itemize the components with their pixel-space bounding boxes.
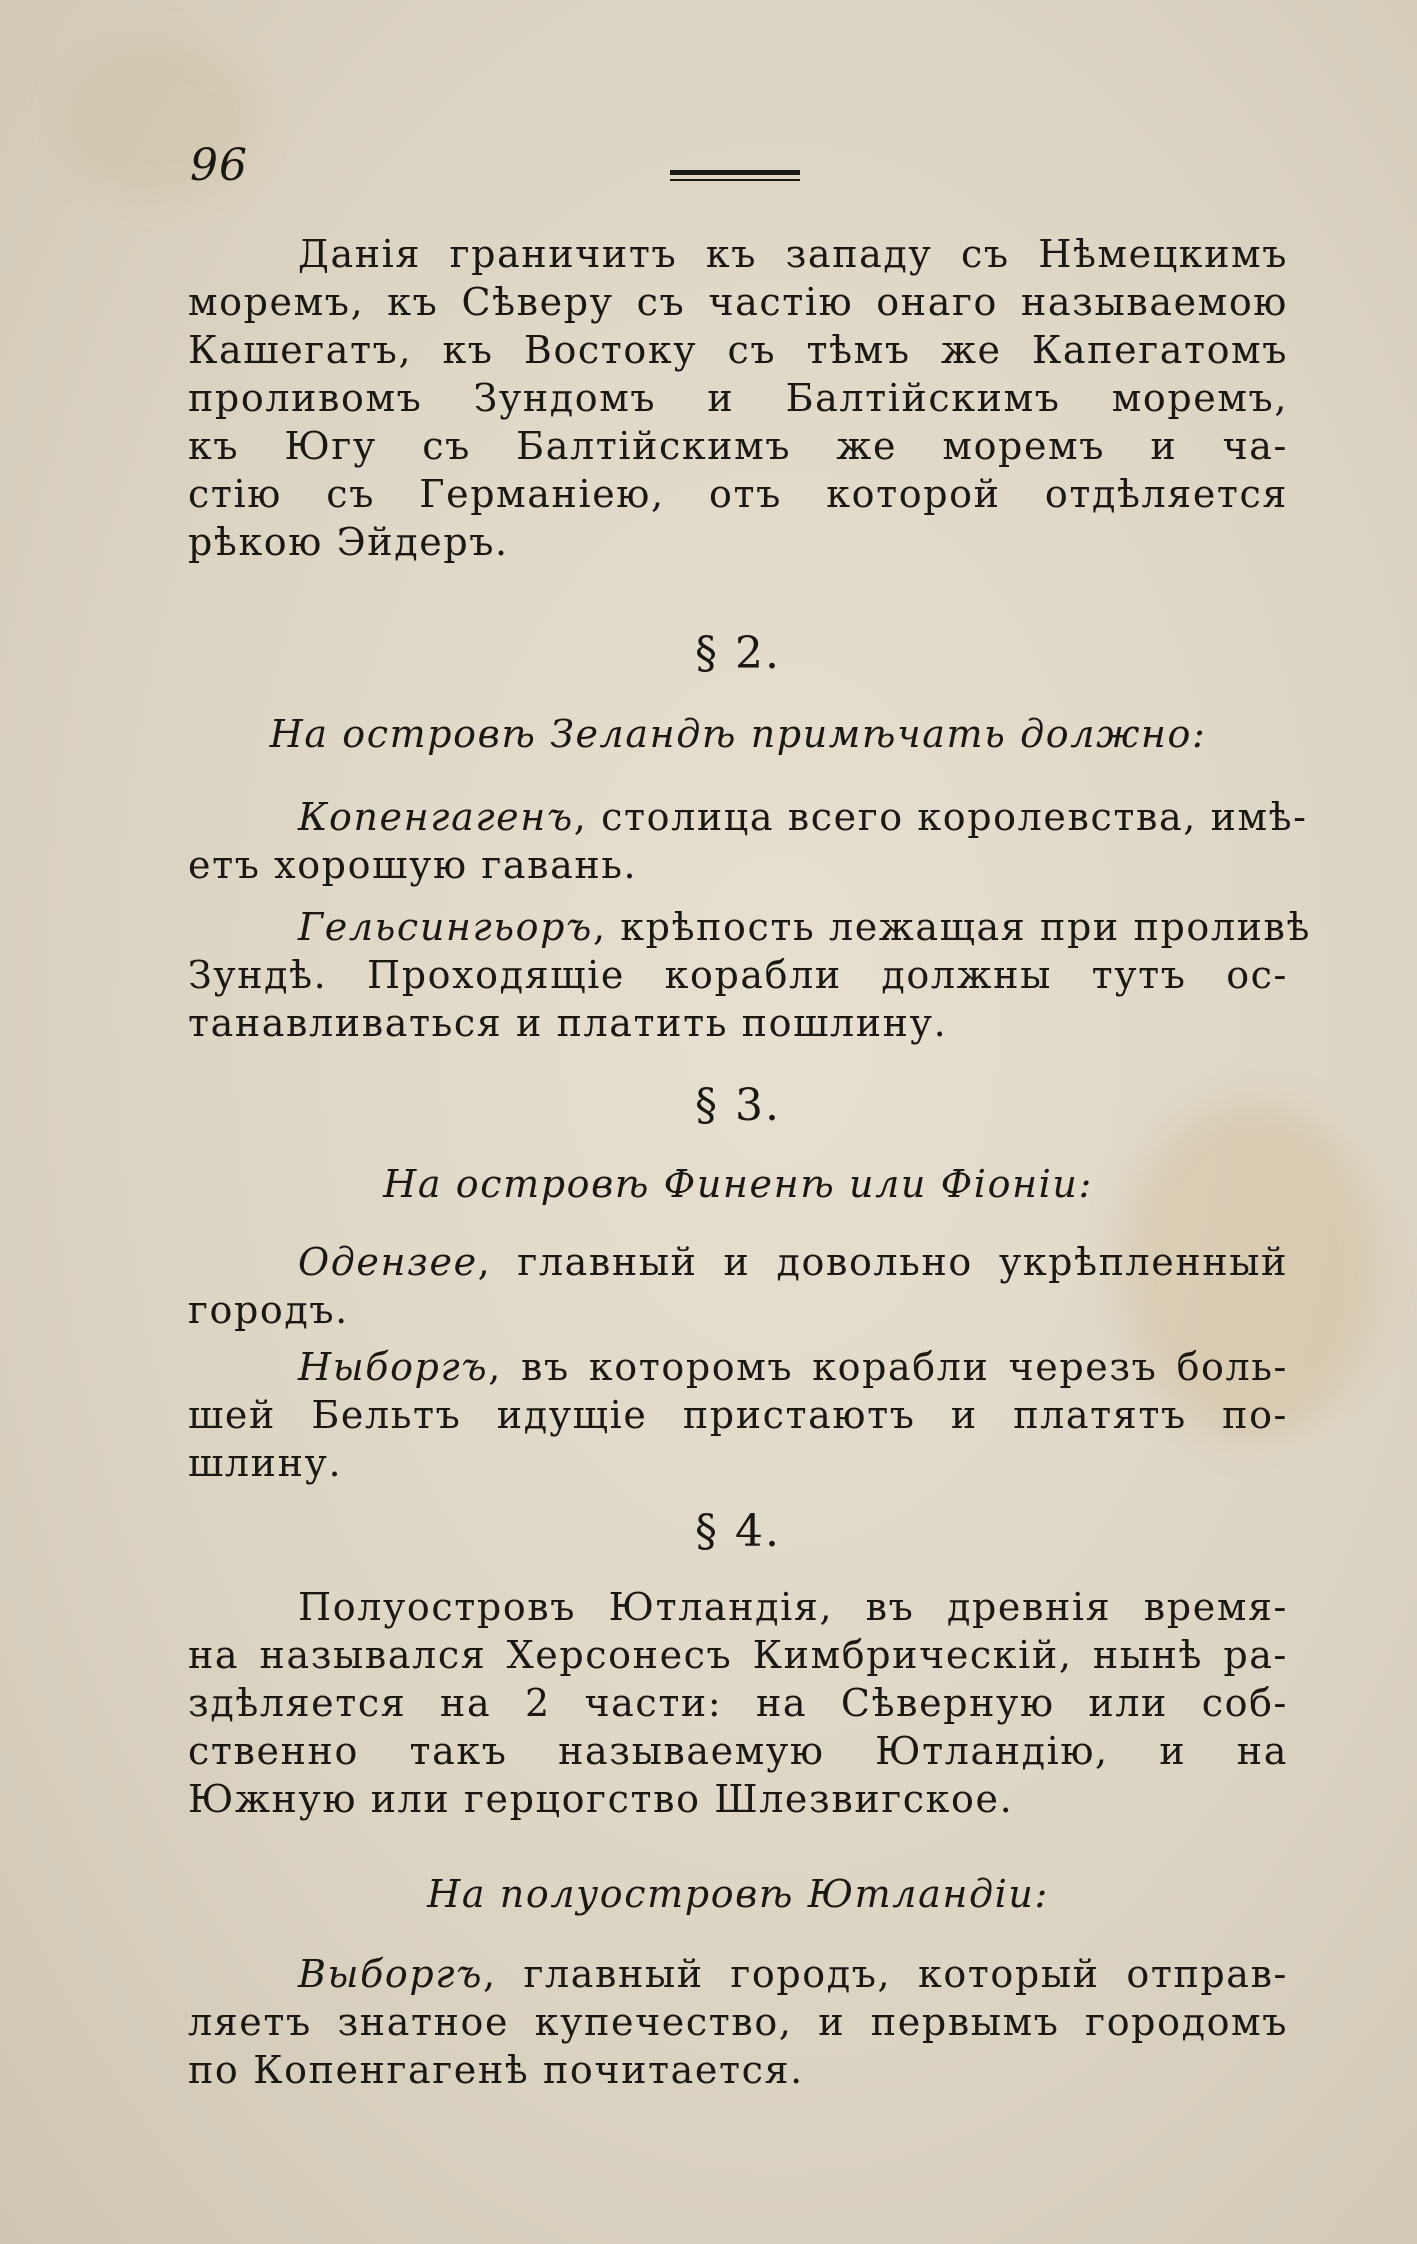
entry-text: , крѣпость лежащая при проливѣ <box>592 905 1312 949</box>
text-line: шлину. <box>188 1441 343 1485</box>
text-line: къ Югу съ Балтійскимъ же моремъ и ча- <box>188 424 1288 468</box>
entry-nyborg <box>188 1343 1288 1487</box>
place-name: Гельсингьоръ <box>298 905 593 949</box>
text-line: стію съ Германіею, отъ которой отдѣляется <box>188 472 1288 516</box>
text-line <box>188 903 1312 951</box>
paragraph-jutland <box>188 1583 1288 1823</box>
text-line: Данія граничитъ къ западу съ Нѣмецкимъ <box>298 232 1288 276</box>
entry-odense <box>188 1238 1288 1334</box>
text-line: на назывался Херсонесъ Кимбрическій, нынѣ ра- <box>188 1633 1288 1677</box>
text-line: Зундѣ. Проходящіе корабли должны тутъ ос- <box>188 953 1288 997</box>
place-name: Одензее <box>298 1240 478 1284</box>
text-line: ственно такъ называемую Ютландію, и на <box>188 1729 1288 1773</box>
text-line: рѣкою Эйдеръ. <box>188 520 509 564</box>
place-name: Ныборгъ <box>298 1345 489 1389</box>
text-line: моремъ, къ Сѣверу съ частію онаго называемою <box>188 280 1288 324</box>
text-line: проливомъ Зундомъ и Балтійскимъ моремъ, <box>188 376 1288 420</box>
entry-text: , главный и довольно укрѣпленный <box>477 1240 1288 1284</box>
section-2-title: § 2. <box>695 628 781 679</box>
text-line: по Копенгагенѣ почитается. <box>188 2048 804 2092</box>
entry-text: , главный городъ, который отправ- <box>483 1952 1288 1996</box>
jutland-heading: На полуостровѣ Ютландіи: <box>427 1872 1049 1916</box>
text-line: Полуостровъ Ютландія, въ древнія время- <box>298 1585 1288 1629</box>
section-4-title: § 4. <box>695 1506 781 1557</box>
text-line: ляетъ знатное купечество, и первымъ городомъ <box>188 2000 1288 2044</box>
header-rule <box>670 170 800 185</box>
text-line: Кашегатъ, къ Востоку съ тѣмъ же Капегатомъ <box>188 328 1288 372</box>
text-line <box>188 1238 1288 1286</box>
entry-text: , въ которомъ корабли черезъ боль- <box>488 1345 1288 1389</box>
text-line: шей Бельтъ идущіе пристаютъ и платятъ по- <box>188 1393 1288 1437</box>
page-number: 96 <box>190 140 248 191</box>
section-3-heading: На островѣ Финенѣ или Фіоніи: <box>383 1162 1093 1206</box>
entry-helsingor <box>188 903 1312 1047</box>
text-line: етъ хорошую гавань. <box>188 843 638 887</box>
text-line <box>188 1950 1288 1998</box>
text-line <box>188 793 1308 841</box>
text-line: здѣляется на 2 части: на Сѣверную или соб- <box>188 1681 1288 1725</box>
text-line: танавливаться и платить пошлину. <box>188 1001 948 1045</box>
entry-copenhagen <box>188 793 1308 889</box>
paragraph-denmark-borders <box>188 230 1288 566</box>
text-line: Южную или герцогство Шлезвигское. <box>188 1777 1014 1821</box>
section-2-heading: На островѣ Зеландѣ примѣчать должно: <box>269 712 1207 756</box>
entry-text: , столица всего королевства, имѣ- <box>573 795 1308 839</box>
text-line: городъ. <box>188 1288 349 1332</box>
section-3-title: § 3. <box>695 1080 781 1131</box>
place-name: Копенгагенъ <box>298 795 574 839</box>
place-name: Выборгъ <box>298 1952 484 1996</box>
entry-viborg <box>188 1950 1288 2094</box>
text-line <box>188 1343 1288 1391</box>
page-header <box>190 140 1290 200</box>
